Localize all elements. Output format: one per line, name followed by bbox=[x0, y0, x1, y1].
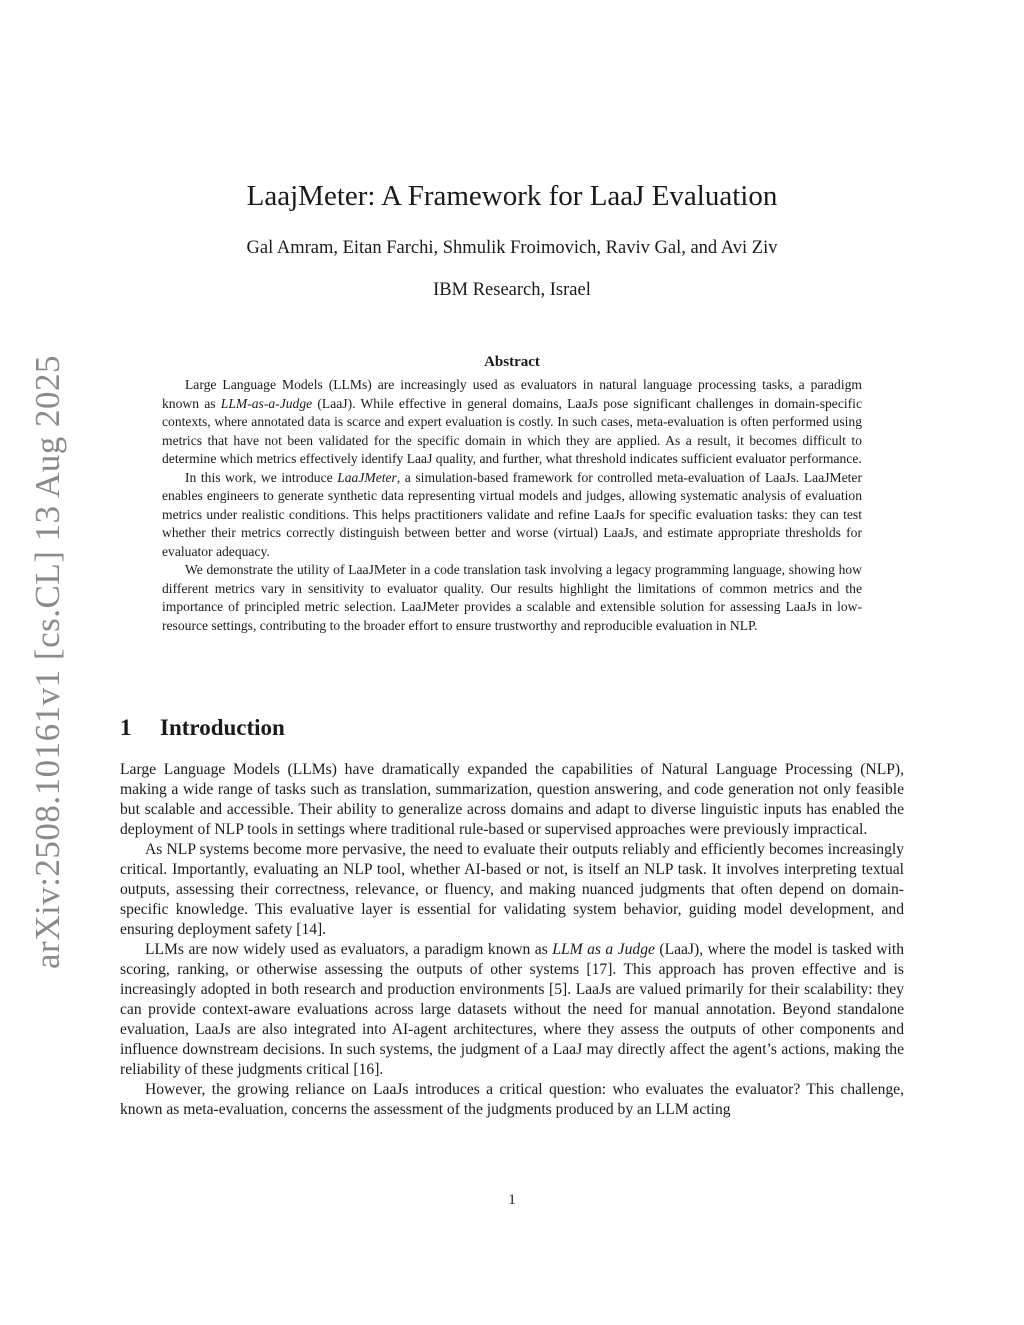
emphasis-term: LLM as a Judge bbox=[552, 941, 655, 958]
body-paragraph: Large Language Models (LLMs) have dramatically expanded the capabilities of Natural Language Processing (NLP), making a wide range of tasks such as translation, summarization, question answering, and code generation not only feasible but scalable and accessible. Their ability to generalize across domains and adapt to diverse linguistic inputs has enabled the deployment of NLP tools in settings where traditional rule-based or supervised approaches were previously impractical. bbox=[120, 761, 904, 838]
abstract-text: (LaaJ). While effective in general domains, LaaJs pose significant challenges in domain-specific contexts, where annotated data is scarce and expert evaluation is costly. In such cases, meta-evaluation is often performed using metrics that have not been validated for the specific domain in which they are applied. As a result, it becomes difficult to determine which metrics effectively identify LaaJ quality, and further, what threshold indicates sufficient evaluator performance. bbox=[162, 395, 862, 466]
body-paragraph: As NLP systems become more pervasive, the need to evaluate their outputs reliably and efficiently becomes increasingly critical. Importantly, evaluating an NLP tool, whether AI-based or not, is itself an NLP task. It involves interpreting textual outputs, assessing their correctness, relevance, or fluency, and making nuanced judgments that often depend on domain-specific knowledge. This evaluative layer is essential for validating system behavior, guiding model development, and ensuring deployment safety [14]. bbox=[120, 841, 904, 938]
abstract-heading: Abstract bbox=[484, 354, 540, 370]
emphasis-term: LaaJMeter bbox=[337, 469, 397, 485]
affiliation: IBM Research, Israel bbox=[433, 280, 591, 300]
author-list: Gal Amram, Eitan Farchi, Shmulik Froimovich, Raviv Gal, and Avi Ziv bbox=[246, 238, 778, 258]
abstract-paragraph bbox=[162, 469, 862, 562]
section-heading-introduction bbox=[120, 715, 285, 741]
abstract-text: Large Language Models (LLMs) are increasingly used as evaluators in natural language processing tasks, a paradigm known as bbox=[162, 377, 862, 411]
body-paragraph bbox=[120, 940, 904, 1080]
section-title: Introduction bbox=[160, 715, 285, 740]
abstract-body bbox=[162, 376, 862, 635]
paper-title: LaajMeter: A Framework for LaaJ Evaluation bbox=[246, 180, 778, 212]
page-number: 1 bbox=[508, 1192, 516, 1208]
body-text: LLMs are now widely used as evaluators, a paradigm known as bbox=[145, 941, 553, 958]
body-text: (LaaJ), where the model is tasked with scoring, ranking, or otherwise assessing the outputs of other systems [17]. This approach has proven effective and is increasingly adopted in both research and production environments [5]. LaaJs are valued primarily for their scalability: they can provide context-aware evaluations across large datasets without the need for manual annotation. Beyond standalone evaluation, LaaJs are also integrated into AI-agent architectures, where they assess the outputs of other components and influence downstream decisions. In such systems, the judgment of a LaaJ may directly affect the agent’s actions, making the reliability of these judgments critical [16]. bbox=[120, 941, 905, 1078]
abstract-text: , a simulation-based framework for controlled meta-evaluation of LaaJs. LaaJMeter enables engineers to generate synthetic data representing virtual models and judges, allowing systematic analysis of evaluation metrics under realistic conditions. This helps practitioners validate and refine LaaJs for specific evaluation tasks: they can test whether their metrics correctly distinguish between better and worse (virtual) LaaJs, and estimate appropriate thresholds for evaluator adequacy. bbox=[162, 469, 862, 559]
abstract-text: In this work, we introduce bbox=[185, 469, 338, 485]
introduction-body bbox=[120, 760, 904, 1120]
emphasis-term: LLM-as-a-Judge bbox=[220, 395, 313, 411]
body-paragraph: However, the growing reliance on LaaJs introduces a critical question: who evaluates the evaluator? This challenge, known as meta-evaluation, concerns the assessment of the judgments produced by an LLM acting bbox=[120, 1081, 904, 1118]
abstract-paragraph bbox=[162, 376, 862, 469]
abstract-paragraph: We demonstrate the utility of LaaJMeter in a code translation task involving a legacy programming language, showing how different metrics vary in sensitivity to evaluator quality. Our results highlight the limitations of common metrics and the importance of principled metric selection. LaaJMeter provides a scalable and extensible solution for assessing LaaJs in low-resource settings, contributing to the broader effort to ensure trustworthy and reproducible evaluation in NLP. bbox=[162, 562, 862, 633]
arxiv-identifier-stamp: arXiv:2508.10161v1 [cs.CL] 13 Aug 2025 bbox=[28, 355, 67, 969]
section-number: 1 bbox=[120, 715, 132, 740]
